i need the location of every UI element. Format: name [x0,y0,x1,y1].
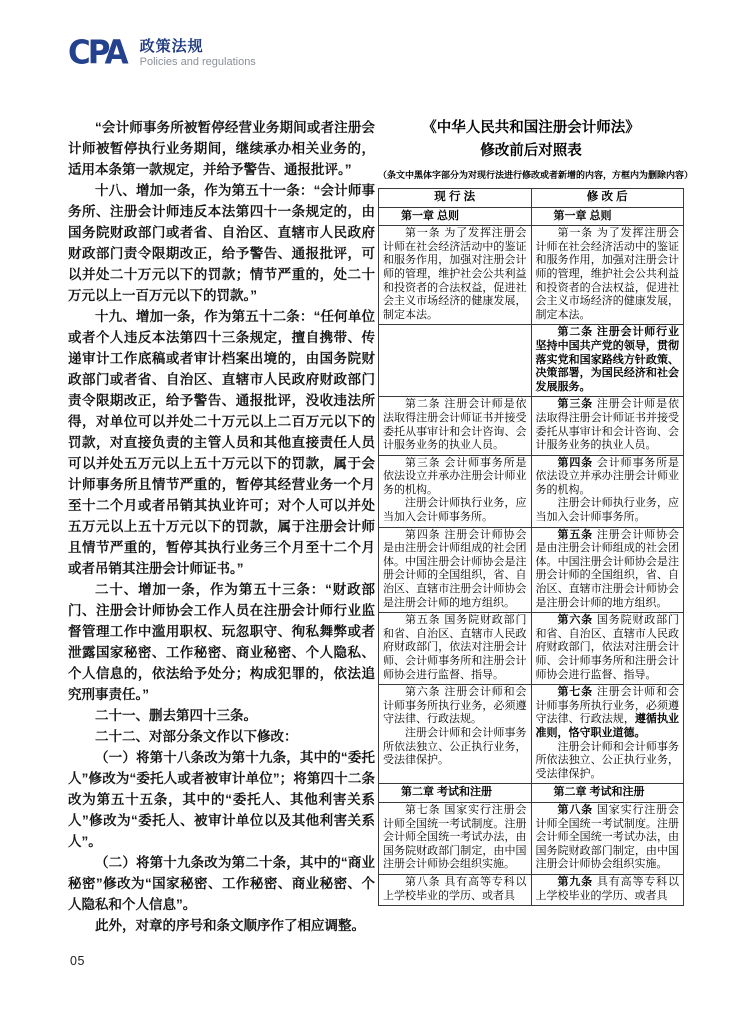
revised-law-cell [531,685,684,784]
cell-paragraph: 第五条 国务院财政部门和省、自治区、直辖市人民政府财政部门，依法对注册会计师、会计师事务所和注册会计师协会进行监督、指导。 [383,614,527,681]
page-number: 05 [70,954,85,968]
revised-law-cell [531,527,684,613]
table-row [379,874,684,905]
table-row [379,527,684,613]
table-row [379,325,684,397]
revised-law-cell [531,802,684,874]
cell-paragraph: 第三条 会计师事务所是依法设立并承办注册会计师业务的机构。 [383,456,527,496]
current-law-cell [379,226,532,325]
amendments-text-column [68,117,375,936]
cell-paragraph: 第一条 为了发挥注册会计师在社会经济活动中的鉴证和服务作用，加强对注册会计师的管理，维护社会公共利益和投资者的合法权益，促进社会主义市场经济的健康发展，制定本法。 [383,227,527,321]
comparison-title-line2: 修改前后对照表 [480,143,582,159]
cell-paragraph: 第二章 考试和注册 [553,786,645,799]
cell-paragraph: 第六条 国务院财政部门和省、自治区、直辖市人民政府财政部门，依法对注册会计师、会计师事务所和注册会计师协会进行监督、指导。 [535,614,679,681]
cell-paragraph: 第二条 注册会计师是依法取得注册会计师证书并接受委托从事审计和会计咨询、会计服务业务的执业人员。 [383,398,527,452]
cell-paragraph: 第七条 国家实行注册会计师全国统一考试制度。注册会计师全国统一考试办法，由国务院财政部门制定，由中国注册会计师协会组织实施。 [383,803,527,871]
left-paragraph: 此外，对章的序号和条文顺序作了相应调整。 [95,918,365,933]
current-law-cell [379,325,532,397]
revised-law-cell [531,325,684,397]
table-row [379,455,684,527]
cell-paragraph: 第九条 具有高等专科以上学校毕业的学历、或者具 [535,875,679,902]
cell-paragraph: 第六条 注册会计师和会计师事务所执行业务，必须遵守法律、行政法规。 [383,686,527,726]
cell-paragraph: 第二条 注册会计师行业坚持中国共产党的领导，贯彻落实党和国家路线方针政策、决策部署，为国民经济和社会发展服务。 [535,326,679,393]
current-law-cell [379,874,532,905]
cell-paragraph: 第八条 国家实行注册会计师全国统一考试制度。注册会计师全国统一考试办法，由国务院财政部门制定，由中国注册会计师协会组织实施。 [535,803,679,871]
revised-law-cell [531,207,684,226]
table-row [379,226,684,325]
revised-law-cell [531,874,684,905]
current-law-header: 现 行 法 [379,189,532,208]
table-row [379,397,684,455]
comparison-note: （条文中黑体字部分为对现行法进行修改或者新增的内容，方框内为删除内容） [378,170,694,180]
cell-paragraph: 第四条 注册会计师协会是由注册会计师组成的社会团体。中国注册会计师协会是注册会计师的全国组织，省、自治区、直辖市注册会计师协会是注册会计师的地方组织。 [383,528,527,609]
current-law-cell [379,802,532,874]
left-paragraph: 二十二、对部分条文作以下修改： [95,729,298,744]
current-law-cell [379,685,532,784]
cell-paragraph: 第七条 注册会计师和会计师事务所执行业务，必须遵守法律、行政法规，遵循执业准则，恪守职业道德。 [535,686,679,739]
left-paragraph: （一）将第十八条改为第十九条，其中的“委托人”修改为“委托人或者被审计单位”；将第四十二条改为第五十五条，其中的“委托人、其他利害关系人”修改为“委托人、被审计单位以及其他利害关系人”。 [68,750,375,849]
section-title-en: Policies and regulations [139,55,256,68]
section-title-zh: 政策法规 [139,37,204,55]
section-heading [140,38,256,69]
table-row [379,685,684,784]
chapter-row [379,784,684,803]
current-law-cell [379,397,532,455]
cell-paragraph: 第五条 注册会计师协会是由注册会计师组成的社会团体。中国注册会计师协会是注册会计师的全国组织，省、自治区、直辖市注册会计师协会是注册会计师的地方组织。 [535,528,679,609]
cell-paragraph: 第一条 为了发挥注册会计师在社会经济活动中的鉴证和服务作用，加强对注册会计师的管理，维护社会公共利益和投资者的合法权益，促进社会主义市场经济的健康发展，制定本法。 [535,227,679,321]
revised-law-cell [531,784,684,803]
current-law-cell [379,207,532,226]
cell-paragraph: 注册会计师执行业务，应当加入会计师事务所。 [383,497,527,524]
table-row [379,613,684,685]
cell-paragraph: 注册会计师和会计师事务所依法独立、公正执行业务，受法律保护。 [383,726,527,767]
cpa-logo-icon: CPA [68,34,126,72]
left-paragraph: 二十、增加一条，作为第五十三条：“财政部门、注册会计师协会工作人员在注册会计师行业监督管理工作中滥用职权、玩忽职守、徇私舞弊或者泄露国家秘密、工作秘密、商业秘密、个人隐私、个人信息的，依法给予处分；构成犯罪的，依法追究刑事责任。” [68,582,375,702]
comparison-column [378,117,694,906]
cell-paragraph: 第八条 具有高等专科以上学校毕业的学历、或者具 [383,875,527,902]
comparison-table [378,188,684,906]
revised-law-header: 修 改 后 [531,189,684,208]
revised-law-cell [531,613,684,685]
left-paragraph: （二）将第十九条改为第二十条，其中的“商业秘密”修改为“国家秘密、工作秘密、商业秘密、个人隐私和个人信息”。 [68,855,375,912]
left-paragraph: 十八、增加一条，作为第五十一条：“会计师事务所、注册会计师违反本法第四十一条规定的，由国务院财政部门或者省、自治区、直辖市人民政府财政部门责令限期改正，给予警告、通报批评，可以并处二十万元以下的罚款；情节严重的，处二十万元以上一百万元以下的罚款。” [68,183,375,303]
current-law-cell [379,613,532,685]
cell-paragraph: 注册会计师执行业务，应当加入会计师事务所。 [535,497,679,524]
table-row [379,802,684,874]
left-paragraph: “会计师事务所被暂停经营业务期间或者注册会计师被暂停执行业务期间，继续承办相关业务的，适用本条第一款规定，并给予警告、通报批评。” [68,120,375,177]
comparison-title-line1: 《中华人民共和国注册会计师法》 [422,120,640,136]
revised-law-cell [531,397,684,455]
cell-paragraph: 第二章 考试和注册 [401,786,493,799]
table-header-row [379,189,684,208]
left-paragraph: 十九、增加一条，作为第五十二条：“任何单位或者个人违反本法第四十三条规定，擅自携带、传递审计工作底稿或者审计档案出境的，由国务院财政部门或者省、自治区、直辖市人民政府财政部门责令限期改正，给予警告、通报批评，没收违法所得，对单位可以并处二十万元以上二百万元以下的罚款，对直接负责的主管人员和其他直接责任人员可以并处五万元以上五十万元以下的罚款，属于会计师事务所且情节严重的，暂停其经营业务一个月至十二个月或者吊销其执业许可；对个人可以并处五万元以上五十万元以下的罚款，属于注册会计师且情节严重的，暂停其执行业务三个月至十二个月或者吊销其注册会计师证书。” [68,309,375,576]
revised-law-cell [531,455,684,527]
cell-paragraph: 第一章 总则 [401,209,460,222]
cell-paragraph: 第四条 会计师事务所是依法设立并承办注册会计师业务的机构。 [535,456,679,496]
revised-law-cell [531,226,684,325]
page-header [68,36,256,70]
current-law-cell [379,455,532,527]
cell-paragraph: 注册会计师和会计师事务所依法独立、公正执行业务，受法律保护。 [535,740,679,780]
current-law-cell [379,784,532,803]
current-law-cell [379,527,532,613]
chapter-row [379,207,684,226]
cell-paragraph: 第一章 总则 [553,209,612,222]
left-paragraph: 二十一、删去第四十三条。 [95,708,257,723]
cell-paragraph: 第三条 注册会计师是依法取得注册会计师证书并接受委托从事审计和会计咨询、会计服务业务的执业人员。 [535,398,679,452]
